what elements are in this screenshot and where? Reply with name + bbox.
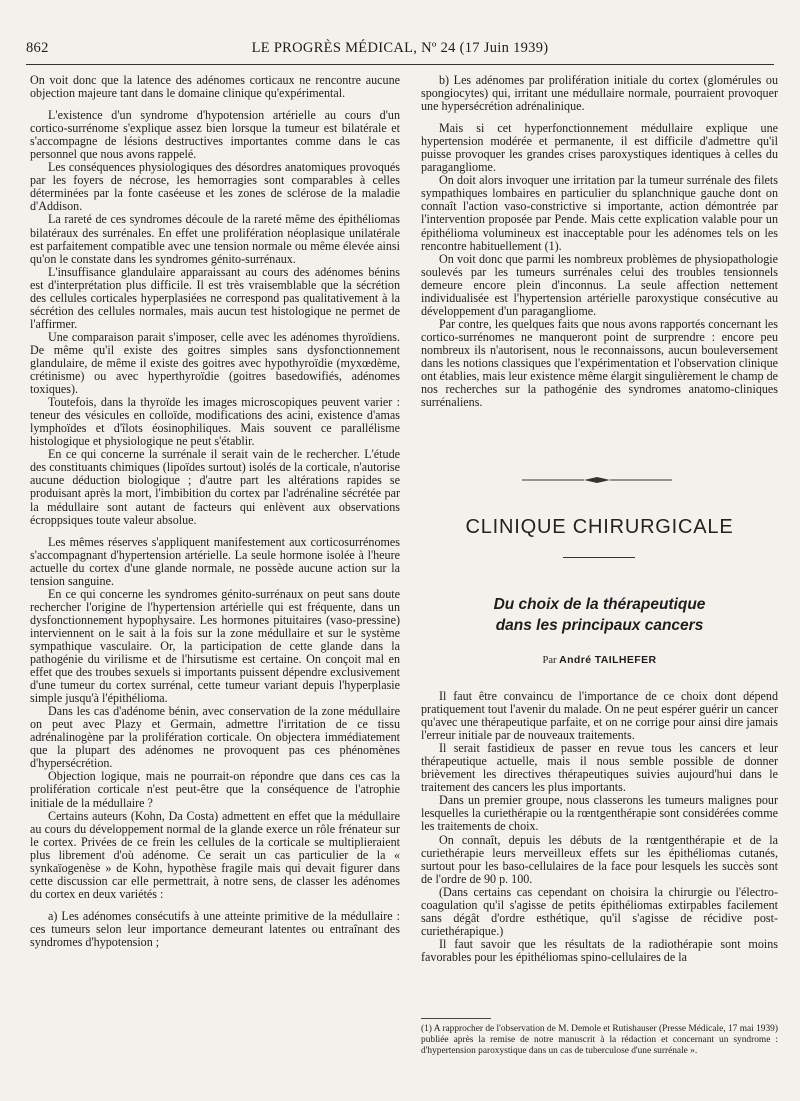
paragraph: Il faut savoir que les résultats de la radiothérapie sont moins favorables pour les épithéliomas spino-cellulaires de la xyxy=(421,936,778,964)
ornament-separator xyxy=(522,476,672,484)
list-item: b) Les adénomes par prolifération initiale du cortex (glomérules ou spongiocytes) qui, irritant une médullaire normale, pourraient provoquer une hypersécrétion adrénalinique. xyxy=(421,73,778,114)
paragraph: Dans les cas d'adénome bénin, avec conservation de la zone médullaire on peut avec Plazy et Germain, admettre l'irritation de ce tissu adrénalinogène par la prolifération corticale. On objectera immédiatement que la plupart des adénomes ne provoquent pas ces phénomènes d'hypersécrétion. xyxy=(30,704,400,771)
section-rule xyxy=(563,557,635,558)
paragraph: Une comparaison parait s'imposer, celle avec les adénomes thyroïdiens. De même qu'il existe des goitres simples sans dysfonctionnement glandulaire, de même il existe des goitres avec hypothyroïdie (myxœdème, crétinisme) ou avec hyperthyroïdie (goitres basedowifiés, adénomes toxiques). xyxy=(30,329,400,397)
byline xyxy=(421,654,778,666)
paragraph: (Dans certains cas cependant on choisira la chirurgie ou l'électro-coagulation qu'il s'agisse de petits épithéliomas extirpables facilement sans dégât d'ordre esthétique, qu'il s'agisse de récidive post-curiethérapique.) xyxy=(421,884,778,938)
paragraph: On voit donc que parmi les nombreux problèmes de physiopathologie soulevés par les tumeurs surrénales celui des troubles tensionnels demeure encore plein d'inconnus. La seule affection nettement individualisée est l'hypertension artérielle paroxystique consécutive au développement d'un paragangliome. xyxy=(421,251,778,318)
header-rule xyxy=(26,64,774,65)
article-title-line: Du choix de la thérapeutique xyxy=(493,596,706,613)
byline-prefix: Par xyxy=(542,655,557,666)
paragraph: Les conséquences physiologiques des désordres anatomiques provoqués par les foyers de nécrose, les hemorragies sont comparables à celles déterminées par la fonte caséeuse et les zones de sclérose de la maladie d'Addison. xyxy=(30,160,400,214)
paragraph: Les mêmes réserves s'appliquent manifestement aux corticosurrénomes s'accompagnant d'hypertension artérielle. La seule hormone isolée à l'heure actuelle du cortex d'une glande normale, ne possède aucune action sur la tension sanguine. xyxy=(30,534,400,588)
list-item: a) Les adénomes consécutifs à une atteinte primitive de la médullaire : ces tumeurs selon leur importance demeurant latentes ou entraînant des syndromes d'hypotension ; xyxy=(30,908,400,949)
paragraph: La rareté de ces syndromes découle de la rareté même des épithéliomas bilatéraux des surrénales. En effet une prolifération néoplasique unilatérale est parfaitement compatible avec une tension normale ou même élevée ainsi qu'on le constate dans les syndromes génito-surrénaux. xyxy=(30,212,400,266)
article-title-line: dans les principaux cancers xyxy=(495,617,704,634)
paragraph: Il faut être convaincu de l'importance de ce choix dont dépend pratiquement tout l'avenir du malade. On ne peut espérer guérir un cancer qu'avec une thérapeutique parfaite, et on ne corrige pour ainsi dire jamais l'erreur initiale par de nouveaux traitements. xyxy=(421,689,778,743)
paragraph: Mais si cet hyperfonctionnement médullaire explique une hypertension modérée et permanente, il est difficile d'admettre qu'il puisse provoquer les grandes crises paroxystiques identiques à celles du paragangliome. xyxy=(421,121,778,175)
footnote: (1) A rapprocher de l'observation de M. Demole et Rutishauser (Presse Médicale, 17 mai 1939) publiée après la remise de notre manuscrit à la rédaction et concernant un syndrome : d'hypertension paroxystique dans un cas de tuberculose d'une surrénale ». xyxy=(421,1024,778,1056)
running-title: LE PROGRÈS MÉDICAL, Nº 24 (17 Juin 1939) xyxy=(251,40,549,56)
paragraph: Dans un premier groupe, nous classerons les tumeurs malignes pour lesquelles la curiethérapie ou la rœntgenthérapie sont considérées comme les traitements de choix. xyxy=(421,793,778,834)
left-column xyxy=(30,74,400,949)
paragraph: En ce qui concerne les syndromes génito-surrénaux on peut sans doute rechercher l'origine de l'hypertension artérielle qui est fréquente, dans un dysfonctionnement hypophysaire. Les hormones pituitaires (vaso-pressine) interviennent on le sait à la fois sur la zone médullaire et sur le système sympathique vasculaire. Or, la participation de cette glande dans la pathogénie du virilisme et de l'hirsutisme est certaine. On conçoit mal en effet que des troubes sexuels si importants puissent dépendre exclusivement d'une tumeur du cortex surrénal, cette tumeur variant depuis l'hyperplasie simple jusqu'à l'épithélioma. xyxy=(30,586,400,706)
article-body xyxy=(421,690,778,964)
author-name: André TAILHEFER xyxy=(559,654,657,666)
page-header xyxy=(26,40,774,60)
paragraph: Objection logique, mais ne pourrait-on répondre que dans ces cas la prolifération corticale n'est peut-être que la conséquence de l'atrophie initiale de la médullaire ? xyxy=(30,769,400,810)
section-heading: CLINIQUE CHIRURGICALE xyxy=(465,516,734,538)
article-title xyxy=(421,594,778,636)
paragraph: Il serait fastidieux de passer en revue tous les cancers et leur thérapeutique actuelle, mais il nous semble possible de donner brièvement les directives thérapeutiques suivies aujourd'hui dans le traitement des cancers les plus importants. xyxy=(421,741,778,795)
paragraph: Par contre, les quelques faits que nous avons rapportés concernant les cortico-surrénomes ne manqueront point de surprendre : encore peu nombreux ils n'autorisent, nous le reconnaissons, aucun bouleversement dans les notions classiques que l'expérimentation et l'observation clinique ont établies, mais leur existence même élargit singulièrement le champ de nos recherches sur la pathogénie des syndromes anatomo-cliniques surrénaliens. xyxy=(421,316,778,410)
paragraph: On connaît, depuis les débuts de la rœntgenthérapie et de la curiethérapie leurs merveilleux effets sur les épithéliomas cutanés, surtout pour les baso-cellulaires de la face pour lesquels les succès sont de l'ordre de 90 p. 100. xyxy=(421,832,778,886)
right-column xyxy=(421,74,778,409)
footnote-rule xyxy=(421,1018,491,1019)
paragraph: L'existence d'un syndrome d'hypotension artérielle au cours d'un cortico-surrénome s'explique assez bien lorsque la tumeur est bilatérale et s'accompagne de lésions destructives importantes comme dans le cas personnel que nous avons rappelé. xyxy=(30,108,400,162)
paragraph: On voit donc que la latence des adénomes corticaux ne rencontre aucune objection majeure tant dans le domaine clinique qu'expérimental. xyxy=(30,73,400,101)
paragraph: En ce qui concerne la surrénale il serait vain de le rechercher. L'étude des constituants chimiques (lipoïdes surtout) isolés de la corticale, n'autorise aucune déduction biologique ; d'autre part les altérations rapides se produisant après la mort, l'imbibition du cortex par l'adrénaline sécrétée par la médullaire sont autant de facteurs qui enlèvent aux observations écroppsiques toute valeur absolue. xyxy=(30,447,400,527)
paragraph: On doit alors invoquer une irritation par la tumeur surrénale des filets sympathiques lombaires en particulier du splanchnique gauche dont on connaît l'action vaso-constrictive si importante, action démontrée par l'intervention proposée par Pende. Mais cette explication valable pour un épithélioma volumineux est inacceptable pour les adénomes tels on les rencontre habituellement (1). xyxy=(421,173,778,253)
paragraph: Certains auteurs (Kohn, Da Costa) admettent en effet que la médullaire au cours du développement normal de la glande exerce un rôle frénateur sur le cortex. Privées de ce frein les cellules de la corticale se multiplieraient plus librement d'où adénome. Ce serait un cas particulier de la « synkaïogenèse » de Kohn, hypothèse fragile mais qui devait figurer dans cette discussion car elle permettrait, à notre sens, de classer les adénomes du cortex en deux variétés : xyxy=(30,808,400,901)
paragraph: L'insuffisance glandulaire apparaissant au cours des adénomes bénins est d'interprétation plus difficile. Il est très vraisemblable que la sécrétion des cellules corticales hyperplasiées ne correspond pas qualitativement à la sécrétion des cellules normales, mais aucun test histologique ne permet de l'affirmer. xyxy=(30,264,400,331)
page-number: 862 xyxy=(26,40,49,56)
paragraph: Toutefois, dans la thyroïde les images microscopiques peuvent varier : teneur des vésicules en colloïde, modifications des acini, existence d'amas lymphoïdes et d'îlots éosinophiliques. Mais souvent ce parallélisme histologique et physiologique ne peut s'établir. xyxy=(30,395,400,449)
